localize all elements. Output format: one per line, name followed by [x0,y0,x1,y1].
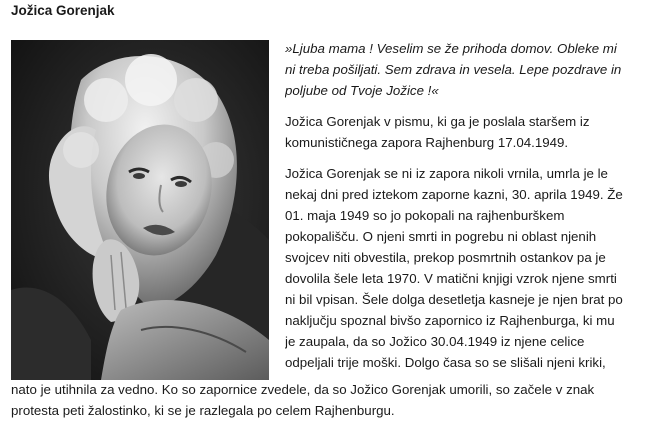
letter-quote [285,38,638,101]
body-line: pokopališču. O njeni smrti in pogrebu ni oblast njenih [285,229,597,244]
body-line: odpeljali trije moški. Dolgo časa so se slišali njeni kriki, [285,355,606,370]
quote-line: poljube od Tvoje Jožice !« [285,83,439,98]
body-line: je zaupala, da so Jožico 30.04.1949 iz njene celice [285,334,585,349]
body-line: naključju spoznal bivšo zapornico iz Rajhenburga, ki mu [285,313,615,328]
body-line: nekaj dni pred iztekom zaporne kazni, 30. aprila 1949. Že [285,187,623,202]
body-line: 01. maja 1949 so jo pokopali na rajhenburškem [285,208,565,223]
body-tail-line: protesta peti žalostinko, ki se je razlegala po celem Rajhenburgu. [11,403,395,418]
quote-line: »Ljuba mama ! Veselim se že prihoda domov. Obleke mi [285,41,617,56]
portrait-photo [11,40,269,380]
caption-line: komunističnega zapora Rajhenburg 17.04.1949. [285,135,569,150]
portrait-image [11,40,269,380]
body-paragraph [285,163,638,373]
body-line: svojcev niti obvestila, prekop posmrtnih ostankov pa je [285,250,606,265]
quote-line: ni treba pošiljati. Sem zdrava in vesela. Lepe pozdrave in [285,62,622,77]
body-paragraph-continuation [11,379,638,421]
text-column [285,38,638,383]
caption-line: Jožica Gorenjak v pismu, ki ga je poslala staršem iz [285,114,590,129]
page-title: Jožica Gorenjak [11,3,115,18]
body-tail-line: nato je utihnila za vedno. Ko so zapornice zvedele, da so Jožico Gorenjak umorili, so začele v znak [11,382,595,397]
body-line: dovolila šele leta 1970. V matični knjigi vzrok njene smrti [285,271,617,286]
body-line: ni bil vpisan. Šele dolga desetletja kasneje je njen brat po [285,292,623,307]
letter-caption [285,111,638,153]
body-line: Jožica Gorenjak se ni iz zapora nikoli vrnila, umrla je le [285,166,608,181]
